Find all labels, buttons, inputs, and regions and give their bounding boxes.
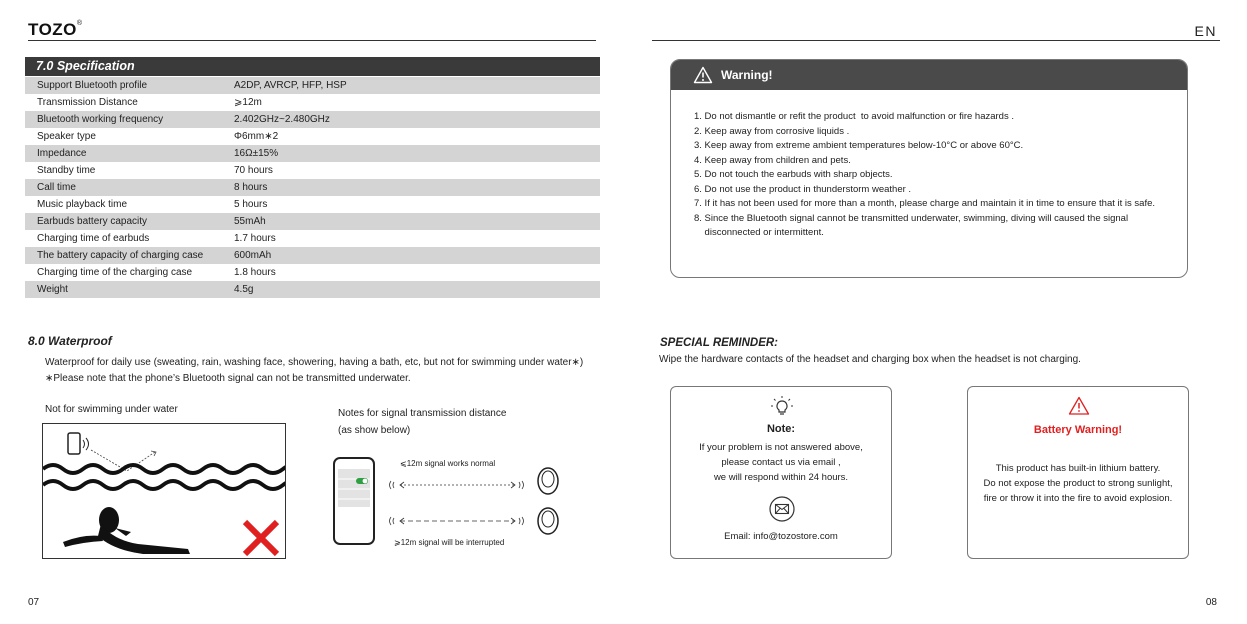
warning-item: 5. Do not touch the earbuds with sharp objects. xyxy=(694,169,893,180)
signal-caption-1: Notes for signal transmission distance xyxy=(338,408,507,419)
spec-row xyxy=(25,196,600,213)
spec-value: 5 hours xyxy=(234,199,268,210)
spec-row xyxy=(25,179,600,196)
waterproof-line-1: Waterproof for daily use (sweating, rain, washing face, showering, having a bath, etc, but not for swimming under water∗) xyxy=(45,357,584,368)
warning-item: 6. Do not use the product in thunderstorm weather . xyxy=(694,183,912,195)
waterproof-title: 8.0 Waterproof xyxy=(28,334,112,348)
spec-value: A2DP, AVRCP, HFP, HSP xyxy=(234,80,347,91)
note-text xyxy=(671,440,891,485)
swimmer-figure xyxy=(63,507,190,554)
note-card xyxy=(670,386,892,559)
near-signal-line xyxy=(390,481,524,489)
support-email: Email: info@tozostore.com xyxy=(724,531,838,542)
note-line: please contact us via email , xyxy=(721,457,841,468)
special-reminder-title: SPECIAL REMINDER: xyxy=(660,337,778,349)
far-signal-line xyxy=(390,517,524,525)
spec-key: Weight xyxy=(37,284,68,295)
spec-value: ⩾12m xyxy=(234,97,262,108)
warning-item: 2. Keep away from corrosive liquids . xyxy=(694,125,850,137)
spec-key: Standby time xyxy=(37,165,96,176)
warning-panel xyxy=(670,59,1188,278)
smartphone-icon xyxy=(334,458,374,544)
spec-value: 55mAh xyxy=(234,216,266,227)
language-label: EN xyxy=(1194,23,1217,39)
spec-row xyxy=(25,230,600,247)
battery-line: fire or throw it into the fire to avoid explosion. xyxy=(983,493,1173,504)
brand-logo: TOZO® xyxy=(28,20,83,39)
water-waves xyxy=(43,465,286,489)
waterproof-text xyxy=(45,355,583,387)
earbud-icon xyxy=(538,468,558,534)
far-distance-label: ⩾12m signal will be interrupted xyxy=(394,538,505,547)
spec-row xyxy=(25,213,600,230)
spec-row xyxy=(25,94,600,111)
signal-caption-2: (as show below) xyxy=(338,425,411,436)
spec-key: Music playback time xyxy=(37,199,128,210)
email-icon xyxy=(769,496,795,522)
prohibited-cross-icon xyxy=(245,522,277,554)
spec-row xyxy=(25,145,600,162)
spec-row xyxy=(25,264,600,281)
waterproof-line-2: ∗Please note that the phone’s Bluetooth signal can not be transmitted underwater. xyxy=(45,373,411,384)
special-reminder-text: Wipe the hardware contacts of the headset and charging box when the headset is not charging. xyxy=(659,354,1081,365)
swim-caption: Not for swimming under water xyxy=(45,404,178,415)
battery-warning-card xyxy=(967,386,1189,559)
spec-key: Support Bluetooth profile xyxy=(37,80,148,91)
spec-key: Call time xyxy=(37,182,76,193)
note-line: we will respond within 24 hours. xyxy=(713,472,849,483)
battery-line: This product has built-in lithium battery. xyxy=(995,463,1161,474)
battery-line: Do not expose the product to strong sunlight, xyxy=(983,478,1173,489)
spec-key: Bluetooth working frequency xyxy=(37,114,164,125)
spec-value: 2.402GHz~2.480GHz xyxy=(234,114,330,125)
header-rule-right xyxy=(652,40,1220,41)
header-rule-left xyxy=(28,40,596,41)
spec-row xyxy=(25,247,600,264)
lightbulb-icon xyxy=(770,395,794,419)
warning-item: 1. Do not dismantle or refit the product to avoid malfunction or fire hazards . xyxy=(694,111,1014,122)
alert-triangle-icon xyxy=(1068,396,1090,416)
spec-row xyxy=(25,77,600,94)
warning-triangle-icon xyxy=(693,66,713,84)
spec-value: 600mAh xyxy=(234,250,272,261)
warning-title: Warning! xyxy=(721,68,773,82)
spec-key: Speaker type xyxy=(37,131,96,142)
no-swimming-illustration xyxy=(42,423,286,559)
signal-distance-diagram xyxy=(330,455,570,555)
spec-row xyxy=(25,281,600,298)
warning-item: 4. Keep away from children and pets. xyxy=(694,154,851,166)
warning-item: 3. Keep away from extreme ambient temperatures below-10°C or above 60°C. xyxy=(694,140,1024,151)
spec-value: 4.5g xyxy=(234,284,254,295)
spec-value: 70 hours xyxy=(234,165,273,176)
warning-item: disconnected or intermittent. xyxy=(694,227,824,238)
spec-key: The battery capacity of charging case xyxy=(37,250,204,261)
spec-table xyxy=(25,77,600,298)
spec-key: Impedance xyxy=(37,148,87,159)
spec-value: 1.7 hours xyxy=(234,233,276,244)
warning-header xyxy=(671,60,1187,90)
spec-key: Transmission Distance xyxy=(37,97,138,108)
spec-row xyxy=(25,111,600,128)
warning-item: 7. If it has not been used for more than a month, please charge and maintain it in time to ensure that it is safe. xyxy=(694,198,1156,209)
note-title: Note: xyxy=(766,423,796,435)
warning-item: 8. Since the Bluetooth signal cannot be transmitted underwater, swimming, diving will caused the signal xyxy=(694,212,1129,224)
battery-warning-title: Battery Warning! xyxy=(1033,424,1123,436)
spec-value: 16Ω±15% xyxy=(234,148,279,159)
warning-list xyxy=(671,90,1187,241)
near-distance-label: ⩽12m signal works normal xyxy=(400,459,496,468)
phone-icon xyxy=(68,433,89,454)
spec-key: Earbuds battery capacity xyxy=(37,216,148,227)
spec-value: 8 hours xyxy=(234,182,268,193)
spec-value: Φ6mm∗2 xyxy=(234,131,279,142)
spec-row xyxy=(25,128,600,145)
spec-value: 1.8 hours xyxy=(234,267,276,278)
spec-key: Charging time of earbuds xyxy=(37,233,150,244)
spec-key: Charging time of the charging case xyxy=(37,267,193,278)
page-number-right: 08 xyxy=(1205,597,1217,608)
battery-warning-text xyxy=(968,461,1188,506)
page-number-left: 07 xyxy=(28,597,40,608)
note-line: If your problem is not answered above, xyxy=(699,442,863,453)
spec-section-title: 7.0 Specification xyxy=(25,57,600,76)
spec-row xyxy=(25,162,600,179)
